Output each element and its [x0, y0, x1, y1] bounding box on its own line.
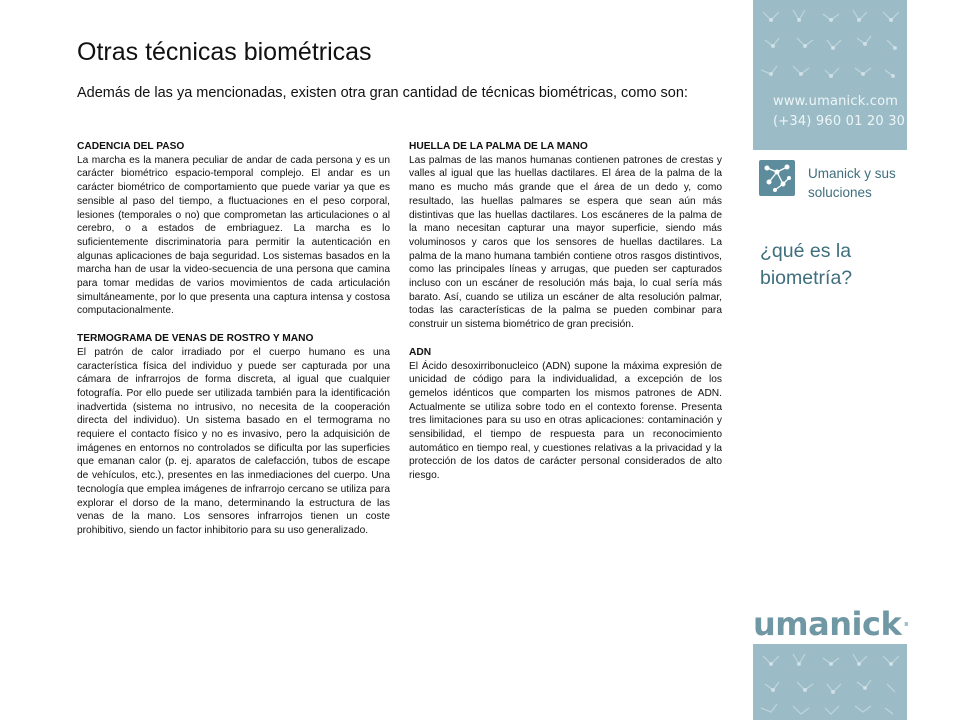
logo-text: umanick [753, 605, 902, 643]
section-body: Las palmas de las manos humanas contienen patrones de crestas y valles al igual que las huellas dactilares. El área de la palma de la mano es mucho más grande que el área de un dedo y, como resultado, las huellas palmares se espera que sean aún más distintivas que las huellas dactilares. Los escáneres de la palma de la mano necesitan capturar una mayor superficie, siendo más voluminosos y caros que los sensores de huellas dactilares. La palma de la mano humana también contiene otros rasgos distintivos, como las principales líneas y arrugas, que pueden ser capturados incluso con un escáner de resolución más baja, lo cual sería más barato. Así, cuando se utiliza un escáner de alta resolución palmar, todas las características de la palma se pueden combinar para construir un sistema biométrico de gran precisión. [409, 154, 722, 331]
network-icon [759, 160, 795, 196]
section-cadencia [77, 140, 390, 318]
solutions-label: Umanick y sus soluciones [808, 166, 896, 200]
section-palma [409, 140, 722, 332]
page-title: Otras técnicas biométricas [77, 38, 372, 66]
decorative-pattern-top [753, 0, 907, 150]
intro-text: Además de las ya mencionadas, existen otra gran cantidad de técnicas biométricas, como son: [77, 85, 688, 101]
section-body: El Ácido desoxirribonucleico (ADN) supone la máxima expresión de unicidad de código para la individualidad, a excepción de los gemelos idénticos que comparten los mismos patrones de ADN. Actualmente se utiliza sobre todo en el contexto forense. Presenta tres limitaciones para su uso en otras aplicaciones: contaminación y sensibilidad, el tiempo de respuesta para un reconocimiento automático en tiempo real, y cuestiones relativas a la privacidad y la protección de los datos de carácter personal considerados de alto riesgo. [409, 360, 722, 482]
biometria-question[interactable]: ¿qué es la biometría? [760, 240, 853, 289]
left-column [77, 140, 390, 552]
section-termograma [77, 332, 390, 538]
contact-info [773, 92, 905, 132]
section-title: ADN [409, 346, 432, 358]
section-title: HUELLA DE LA PALMA DE LA MANO [409, 141, 588, 152]
decorative-pattern-bottom [753, 644, 907, 720]
pattern-icon [753, 644, 907, 720]
section-title: TERMOGRAMA DE VENAS DE ROSTRO Y MANO [77, 333, 314, 345]
umanick-logo [753, 604, 913, 644]
logo-mark: · [901, 605, 911, 643]
section-title: CADENCIA DEL PASO [77, 141, 185, 152]
section-body: La marcha es la manera peculiar de andar de cada persona y es un carácter biométrico espacio-temporal complejo. El andar es un carácter biométrico de comportamiento que puede variar ya que es sensible al paso del tiempo, a fluctuaciones en el peso corporal, lesiones (temporales o no) que comprometan las articulaciones o al cerebro, o a estados de embriaguez. La marcha es lo suficientemente discriminatoria para permitir la autenticación en algunas aplicaciones de baja seguridad. Los sistemas basados en la marcha han de usar la video-secuencia de una persona que camina para tomar medidas de varios movimientos de cada articulación simultáneamente, por lo que presenta una captura intensa y costosa computacionalmente. [77, 154, 390, 317]
phone-number: (+34) 960 01 20 30 [773, 114, 906, 129]
right-column [409, 140, 722, 497]
website-link[interactable]: www.umanick.com [773, 94, 899, 109]
section-body: El patrón de calor irradiado por el cuerpo humano es una característica física del individuo y puede ser capturada por una cámara de infrarrojos de forma discreta, al igual que cualquier fotografía. Por ello puede ser utilizada también para la identificación inadvertida (sistema no intrusivo, no necesita de la cooperación directa del individuo). Un sistema basado en el termograma no requiere el contacto físico y no es invasivo, pero la adquisición de imágenes en entornos no controlados se dificulta por las superficies que emanan calor (p. ej. aparatos de calefacción, tubos de escape de vehículos, etc.), presentes en las inmediaciones del cuerpo. Una tecnología que emplea imágenes de infrarrojo cercano se utiliza para explorar el dorso de la mano, determinando la estructura de las venas de la mano. Los sensores infrarrojos tienen un coste prohibitivo, siendo un factor inhibitorio para su uso generalizado. [77, 346, 390, 536]
section-adn [409, 346, 722, 483]
